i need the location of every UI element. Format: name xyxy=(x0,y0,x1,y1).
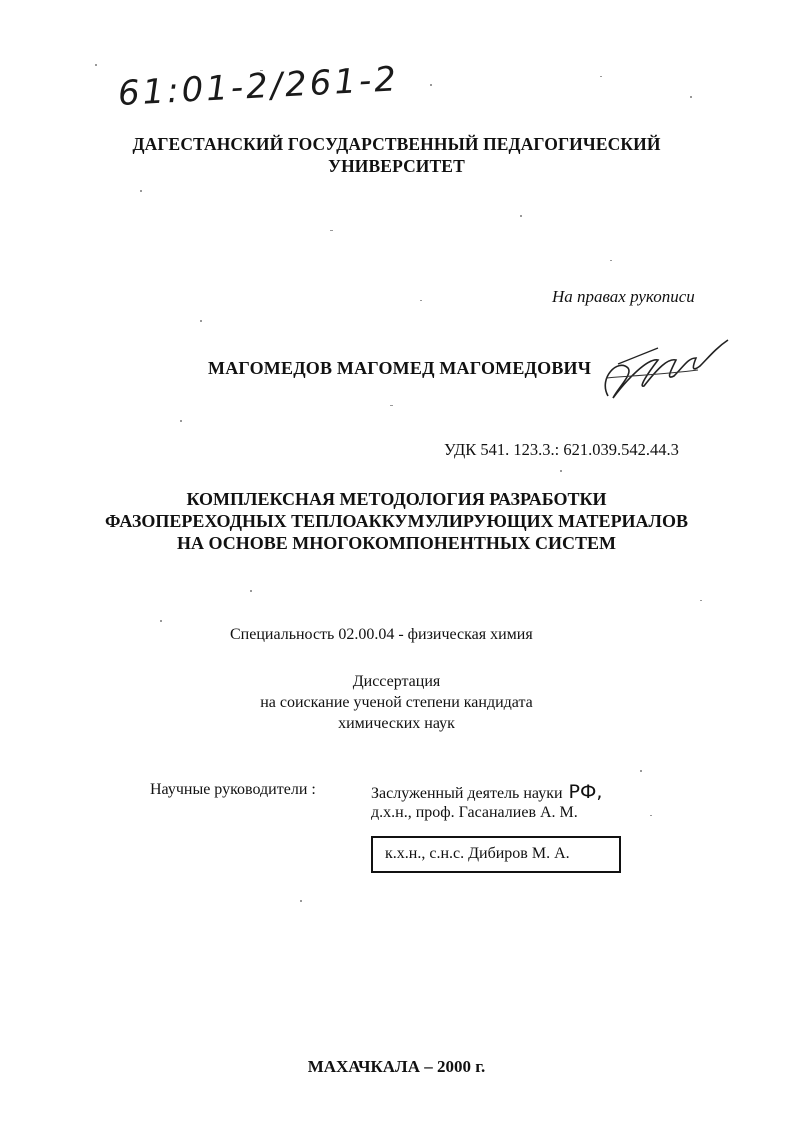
place-year: МАХАЧКАЛА – 2000 г. xyxy=(307,1057,486,1076)
supervisor-1-title-text: Заслуженный деятель науки xyxy=(371,785,563,802)
university-name-line2: УНИВЕРСИТЕТ xyxy=(328,156,465,176)
dissertation-degree: на соискание ученой степени кандидата xyxy=(260,694,533,711)
manuscript-note: На правах рукописи xyxy=(552,287,695,306)
supervisors-label: Научные руководители : xyxy=(150,781,316,798)
supervisor-1-handwritten-note: РФ, xyxy=(568,781,603,803)
supervisor-2-box xyxy=(371,836,621,873)
thesis-title-line2: ФАЗОПЕРЕХОДНЫХ ТЕПЛОАККУМУЛИРУЮЩИХ МАТЕРИАЛОВ xyxy=(105,511,688,531)
author-name: МАГОМЕДОВ МАГОМЕД МАГОМЕДОВИЧ xyxy=(208,358,592,378)
supervisor-2-name: к.х.н., с.н.с. Дибиров М. А. xyxy=(385,845,570,862)
thesis-title-line3: НА ОСНОВЕ МНОГОКОМПОНЕНТНЫХ СИСТЕМ xyxy=(176,533,616,553)
supervisor-1-name: д.х.н., проф. Гасаналиев А. М. xyxy=(371,804,578,821)
dissertation-label: Диссертация xyxy=(352,673,441,690)
university-name-line1: ДАГЕСТАНСКИЙ ГОСУДАРСТВЕННЫЙ ПЕДАГОГИЧЕСКИЙ xyxy=(132,134,661,154)
archive-code-handwritten: 61:01-2/261-2 xyxy=(116,59,400,114)
udk-code: УДК 541. 123.3.: 621.039.542.44.3 xyxy=(444,440,679,459)
dissertation-field: химических наук xyxy=(338,715,455,732)
supervisor-1-title xyxy=(371,781,602,803)
thesis-title-line1: КОМПЛЕКСНАЯ МЕТОДОЛОГИЯ РАЗРАБОТКИ xyxy=(186,489,607,509)
specialty: Специальность 02.00.04 - физическая химия xyxy=(230,626,533,643)
author-signature xyxy=(588,318,738,418)
